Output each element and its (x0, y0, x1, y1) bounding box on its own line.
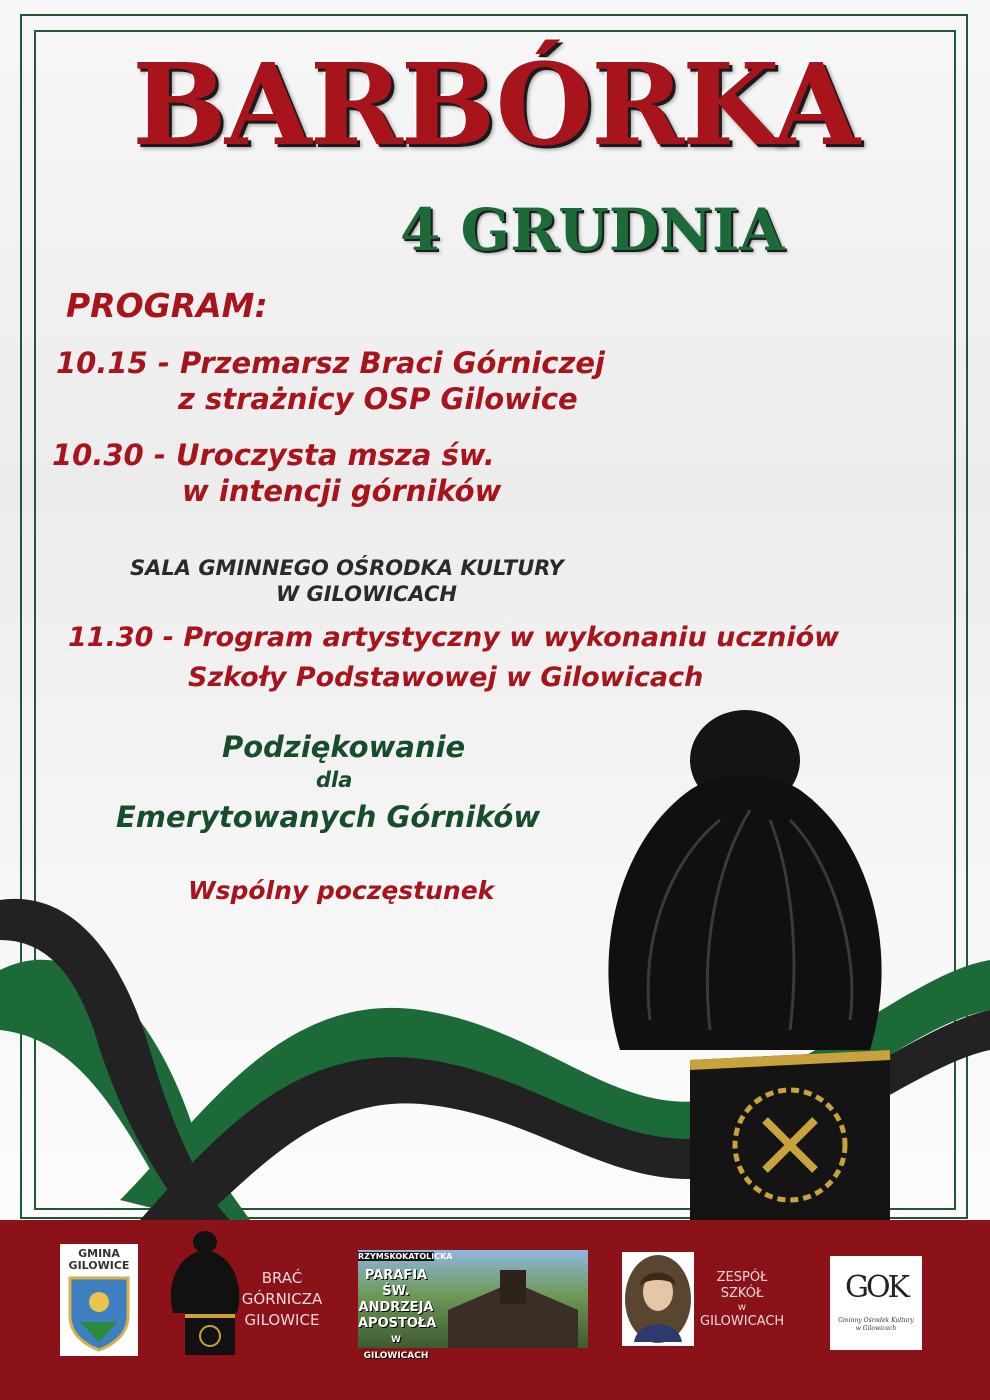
parafia-label-2: PARAFIA ŚW. (364, 1268, 428, 1299)
program-item-1: 10.15 - Przemarsz Braci Górniczej (56, 346, 605, 380)
school-portrait-logo (622, 1252, 694, 1346)
zespol-label-1: ZESPÓŁ (716, 1270, 768, 1285)
program-item-2: 10.30 - Uroczysta msza św. (52, 438, 495, 472)
venue-line-2: W GILOWICACH (276, 582, 457, 606)
parafia-logo (358, 1250, 588, 1361)
program-item-3-detail: Szkoły Podstawowej w Gilowicach (188, 662, 704, 693)
gmina-label-1: GMINA (78, 1247, 120, 1260)
zespol-label-3: w (737, 1302, 747, 1313)
gok-caption-1: Gminny Ośrodek Kultury (838, 1317, 914, 1324)
brac-label-1: BRAĆ (261, 1269, 303, 1287)
venue-line-1: SALA GMINNEGO OŚRODKA KULTURY (130, 556, 564, 580)
thanks-line-1: Podziękowanie (222, 730, 466, 764)
parafia-label-4: APOSTOŁA (358, 1316, 437, 1331)
footer-band (0, 1220, 990, 1400)
refreshments-text: Wspólny poczęstunek (188, 876, 495, 905)
event-date: 4 GRUDNIA (400, 196, 785, 264)
thanks-line-2: dla (316, 768, 353, 792)
poster-title: BARBÓRKA (132, 40, 858, 171)
thanks-line-3: Emerytowanych Górników (116, 800, 541, 834)
parafia-label-5: W GILOWICACH (363, 1335, 429, 1361)
miner-hat-image (580, 690, 910, 1220)
portrait-icon (622, 1252, 694, 1346)
coat-of-arms-icon (60, 1272, 138, 1352)
gok-caption-2: w Gilowicach (855, 1325, 897, 1332)
program-item-1-detail: z strażnicy OSP Gilowice (178, 382, 578, 416)
gmina-logo (60, 1244, 138, 1356)
zespol-label-2: SZKÓŁ (720, 1286, 764, 1301)
program-item-3: 11.30 - Program artystyczny w wykonaniu uczniów (68, 622, 840, 653)
brac-gornicza-hat-icon (165, 1228, 245, 1358)
gok-monogram: GOK (845, 1270, 907, 1305)
program-item-2-detail: w intencji górników (182, 474, 502, 508)
church-icon (438, 1270, 588, 1348)
parafia-label-1: RZYMSKOKATOLICKA (358, 1252, 453, 1261)
brac-label-3: GILOWICE (244, 1311, 320, 1329)
zespol-label-4: GILOWICACH (700, 1314, 785, 1329)
parafia-label-3: ANDRZEJA (358, 1300, 434, 1315)
gmina-label-2: GILOWICE (68, 1259, 130, 1272)
gok-logo (830, 1256, 922, 1350)
program-heading: PROGRAM: (66, 286, 268, 325)
brac-label-2: GÓRNICZA (241, 1290, 323, 1308)
